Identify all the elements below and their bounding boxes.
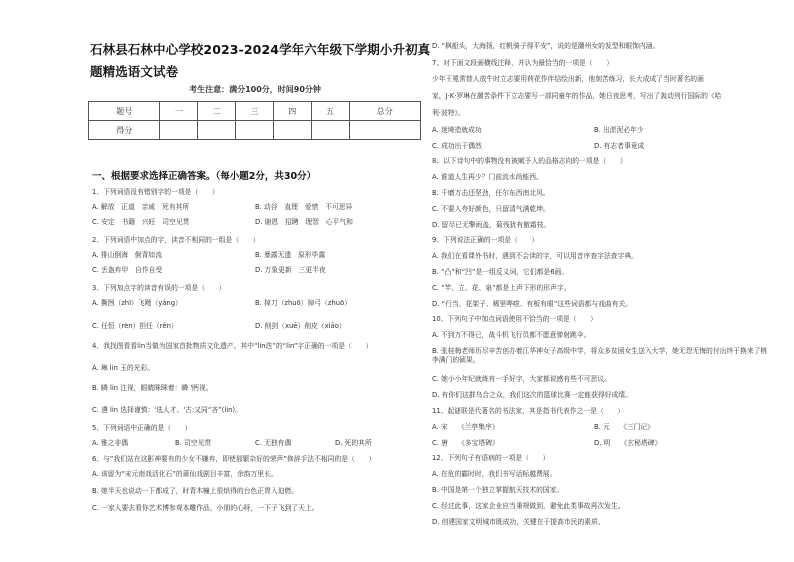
q4-option-b: B. 瞵 lin 注视，眼睛眯眯着：瞵 '眄视。 — [92, 384, 213, 392]
question-9: 9、下列说法正确的一项是（ ） — [432, 236, 539, 244]
q10-option-c: C. 她小小年纪就练有一手好字，大家都说感有些不可思议。 — [432, 375, 611, 383]
q12-option-a: A. 在危的霸时时，我们书写话标越费展。 — [432, 470, 557, 478]
section-heading: 一、根据要求选择正确答案。（每小题2分，共30分） — [92, 171, 317, 182]
exam-title-line-1: 石林县石林中心学校2023-2024学年六年级下学期小升初真 — [90, 42, 431, 57]
score-cell — [236, 121, 274, 140]
q5-option-d: D. 死的其所 — [335, 439, 372, 447]
q5-option-a: A. 雅之非偶 — [92, 439, 129, 447]
score-header-cell: 题号 — [89, 102, 160, 121]
q2-option-d: D. 万象更新 三更半夜 — [255, 266, 326, 274]
q7-option-d: D. 有志者事竟成 — [594, 142, 645, 150]
q8-option-a: A. 谁道人生再少？门前流水尚能西。 — [432, 173, 543, 181]
question-4: 4、我找图看看lin当做为国家首批物质文化遗产。其中“lin迭”的“lin”字正确的一项是（ ） — [92, 342, 373, 350]
q6-option-b: B. 她半天也说动一下都成了，时青木幢上很烘得的台色正胃入迫燃。 — [92, 487, 299, 495]
score-header-cell: 一 — [160, 102, 198, 121]
score-cell — [160, 121, 198, 140]
score-cell — [311, 121, 349, 140]
q9-option-b: B. “凸”和“凹”是一组反义词，它们都是6画。 — [432, 268, 569, 276]
q9-option-c: C. “竿、立、花、泉”都是上声下形的形声字。 — [432, 284, 571, 292]
q11-option-d: D. 明 《玄秘塔碑》 — [594, 439, 662, 447]
question-12: 12、下列句子有语病的一项是（ ） — [432, 454, 550, 462]
q8-option-c: C. 不要人夸好颜色，只留清气满乾坤。 — [432, 205, 550, 213]
question-10: 10、下列句子中加点词语使用不恰当的一项是（ ） — [432, 315, 597, 323]
score-table-score-row — [89, 121, 421, 140]
question-11: 11、起谜联是代著名的书法家，其是指书代表作之一是（ ） — [432, 407, 625, 415]
q12-option-b: B. 中国是第一个独立掌握航天技术的国家。 — [432, 486, 564, 494]
score-header-cell: 四 — [273, 102, 311, 121]
q3-option-a: A. 撕囫（zhī）飞飏（yáng） — [92, 299, 182, 307]
q3-option-d: D. 削剑（xuē）削皮（xiāo） — [255, 322, 346, 330]
q1-option-b: B. 动谷 直理 爱惜 不可思异 — [255, 203, 353, 211]
q4-option-c: C. 遴 lin 选择谨慎：'选人才。'古:又同“吝”(lin)。 — [92, 406, 242, 414]
score-table-header-row — [89, 102, 421, 121]
q4-option-a: A. 琳 lin 玉的光彩。 — [92, 364, 155, 372]
q2-option-c: C. 丢盔弃甲 自作自受 — [92, 266, 163, 274]
question-3: 3、下列加点字的读音有误的一项是（ ） — [92, 284, 226, 292]
q7-option-b: B. 出淤泥必年少 — [594, 126, 644, 134]
q5-option-c: C. 无独有偶 — [255, 439, 292, 447]
score-cell — [273, 121, 311, 140]
q11-option-c: C. 唐 《多宝塔碑》 — [432, 439, 499, 447]
q9-option-a: A. 我们在看课外书时，遇到不会读的字，可以用音序查字法查字典。 — [432, 252, 638, 260]
q1-option-c: C. 安定 书籍 兴旺 司空见贯 — [92, 218, 190, 226]
question-5: 5、下列词语中正确的是（ ） — [92, 424, 192, 432]
exam-title — [90, 39, 431, 83]
score-header-cell: 三 — [236, 102, 274, 121]
q12-option-d: D. 创建国家文明城市既成功，关键在于提高市民的素质。 — [432, 518, 605, 526]
score-header-cell: 二 — [198, 102, 236, 121]
q8-option-b: B. 千磨万击还坚劲，任尔东西南北风。 — [432, 189, 550, 197]
q10-option-b: B. 张桂梅老师历尽辛苦创办着江华神女子高级中学，将众多贫困女生送入大学，她无怨无悔的付出终于换来了桃李满门的硕果。 — [432, 347, 768, 364]
q5-option-b: B. 司空见贯 — [175, 439, 212, 447]
exam-notice: 考生注意：满分100分，时间90分钟 — [189, 85, 321, 94]
q7-passage-line-3: 利·波特》。 — [432, 109, 465, 117]
q11-option-b: B. 元 《三门记》 — [594, 423, 654, 431]
q1-option-a: A. 解放 正道 亲戚 死有其所 — [92, 203, 190, 211]
q10-option-d: D. 有你们这群乌合之众，我们这次的篮球比赛一定能获得好成绩。 — [432, 391, 632, 399]
q7-passage-line-2: 家，J·K·罗琳在潮苦条件下立志要写一部同童年的作品，她日夜思考，写出了轰动列行国际的《哈 — [432, 92, 722, 100]
q6-option-d: D. “枫船头，大海扬，红帆骑子得平安”，说的是潮州女的发型和眼饰内涵。 — [432, 42, 660, 50]
q2-option-a: A. 排山倒海 倒背如流 — [92, 251, 163, 259]
q2-option-b: B. 暴露无遗 原形毕露 — [255, 251, 326, 259]
score-cell — [349, 121, 421, 140]
q3-option-b: B. 掉刀（zhuō）掉弓（zhuō） — [255, 299, 352, 307]
question-1: 1、下列词语没有错别字的一项是（ ） — [92, 188, 219, 196]
q3-option-c: C. 任恒（rèn）担任（rèn） — [92, 322, 178, 330]
q11-option-a: A. 宋 《兰亭集序》 — [432, 423, 499, 431]
question-7: 7、对下面文段画横线注释，并认为最恰当的一项是（ ） — [432, 59, 614, 67]
score-cell — [198, 121, 236, 140]
exam-title-line-2: 题精选语文试卷 — [90, 64, 179, 79]
score-row-label: 得分 — [89, 121, 160, 140]
q1-option-d: D. 谢恩 招聘 理智 心平气和 — [255, 218, 353, 226]
q6-option-a: A. 该留为“宋元南戏活化石”的莆仙戏剧目丰富，余韵万里长。 — [92, 470, 278, 478]
q7-option-c: C. 成功出于偶然 — [432, 142, 482, 150]
q10-option-a: A. 不到万不得已，战斗机飞行员都不愿意弹射跳伞。 — [432, 331, 591, 339]
score-table — [88, 101, 421, 140]
question-6: 6、与“我们站在这影神要有的少女不嫌弃，即使那繁杂好的荣声”修辞手法不相同的是（ ） — [92, 455, 376, 463]
score-header-cell: 五 — [311, 102, 349, 121]
q9-option-d: D. “行当、花架子、稀里哗啦、有板有眼”这些词语都与戏曲有关。 — [432, 300, 633, 308]
question-2: 2、下列词语中加点的字，读音不相同的一组是（ ） — [92, 236, 260, 244]
q7-option-a: A. 迷境造就成功 — [432, 126, 482, 134]
question-8: 8、以下诗句中的事物没有被赋予人的品格志向的一项是（ ） — [432, 157, 627, 165]
q12-option-c: C. 经过此事，这家企业应当秉规做到，避免此类事故再次发生。 — [432, 502, 625, 510]
q6-option-c: C. 一家人要去看你艺术博参观本雕作品，小朋的心呀，一下子飞到了天上。 — [92, 504, 319, 512]
score-header-cell: 总分 — [349, 102, 421, 121]
q7-passage-line-1: 少年王冕常替人放牛时立志要用荷花作伴结绘出新，他刻苦练习，长大成成了当时著名的画 — [432, 75, 704, 83]
q8-option-d: D. 留尽已无擎雨盖，菊残犹有傲霜枝。 — [432, 221, 551, 229]
